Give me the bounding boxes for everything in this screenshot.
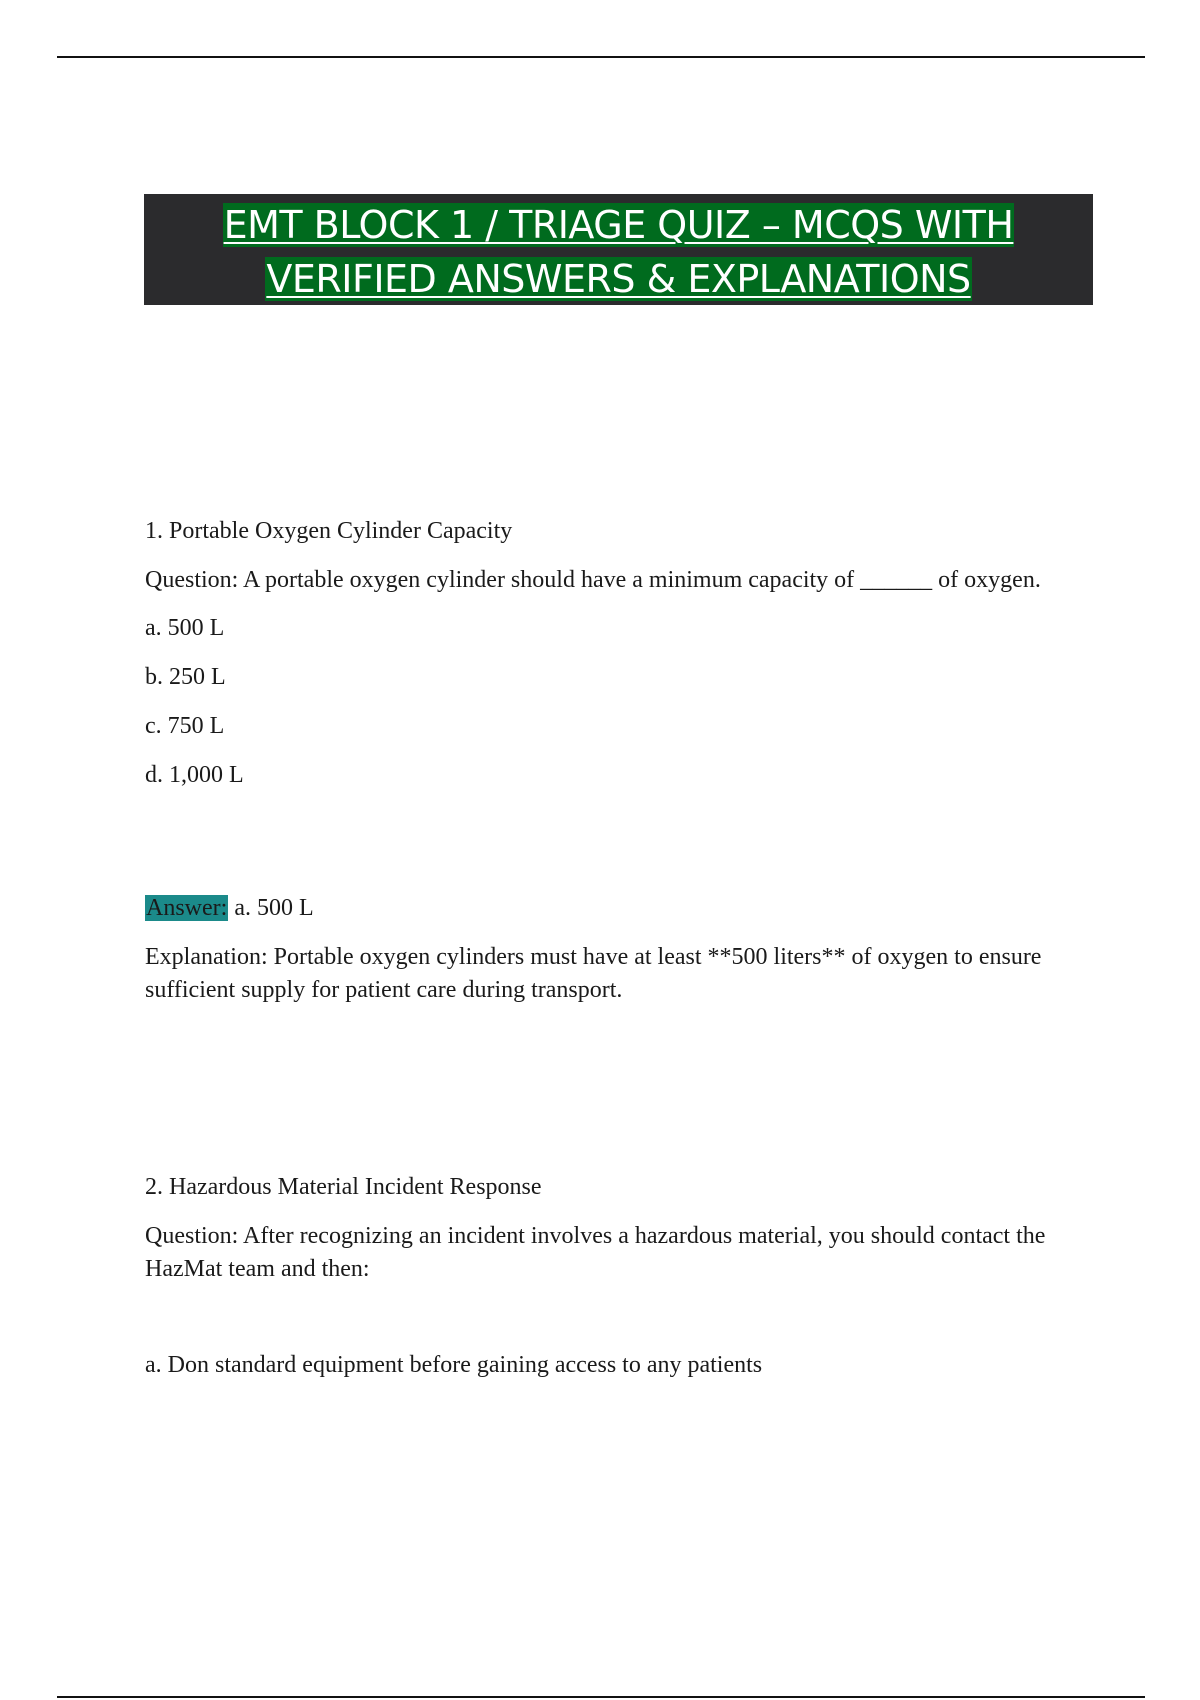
question-1-answer	[145, 892, 1075, 925]
answer-label: Answer:	[146, 895, 228, 921]
question-2-option-a: a. Don standard equipment before gaining access to any patients	[145, 1352, 763, 1378]
title-line-2	[144, 252, 1093, 306]
question-1-option-a: a. 500 L	[145, 615, 225, 641]
question-1-heading: 1. Portable Oxygen Cylinder Capacity	[145, 518, 513, 544]
question-1-explanation: Explanation: Portable oxygen cylinders must have at least **500 liters** of oxygen to ensure sufficient supply for patient care during transport.	[145, 944, 1042, 1003]
question-1-text: Question: A portable oxygen cylinder should have a minimum capacity of ______ of oxygen.	[145, 567, 1041, 593]
document-body	[145, 515, 1075, 1382]
title-banner	[144, 194, 1093, 305]
title-line-1	[144, 198, 1093, 252]
question-1-option-d: d. 1,000 L	[145, 762, 244, 788]
answer-value: a. 500 L	[228, 895, 314, 921]
top-rule	[57, 56, 1145, 58]
question-2-text: Question: After recognizing an incident involves a hazardous material, you should contact the HazMat team and then:	[145, 1223, 1046, 1282]
question-1-option-b: b. 250 L	[145, 664, 226, 690]
title-text-1: EMT BLOCK 1 / TRIAGE QUIZ – MCQS WITH	[223, 203, 1014, 247]
question-2-heading: 2. Hazardous Material Incident Response	[145, 1174, 542, 1200]
title-text-2: VERIFIED ANSWERS & EXPLANATIONS	[266, 257, 971, 301]
question-1-option-c: c. 750 L	[145, 713, 225, 739]
bottom-rule	[57, 1696, 1145, 1698]
